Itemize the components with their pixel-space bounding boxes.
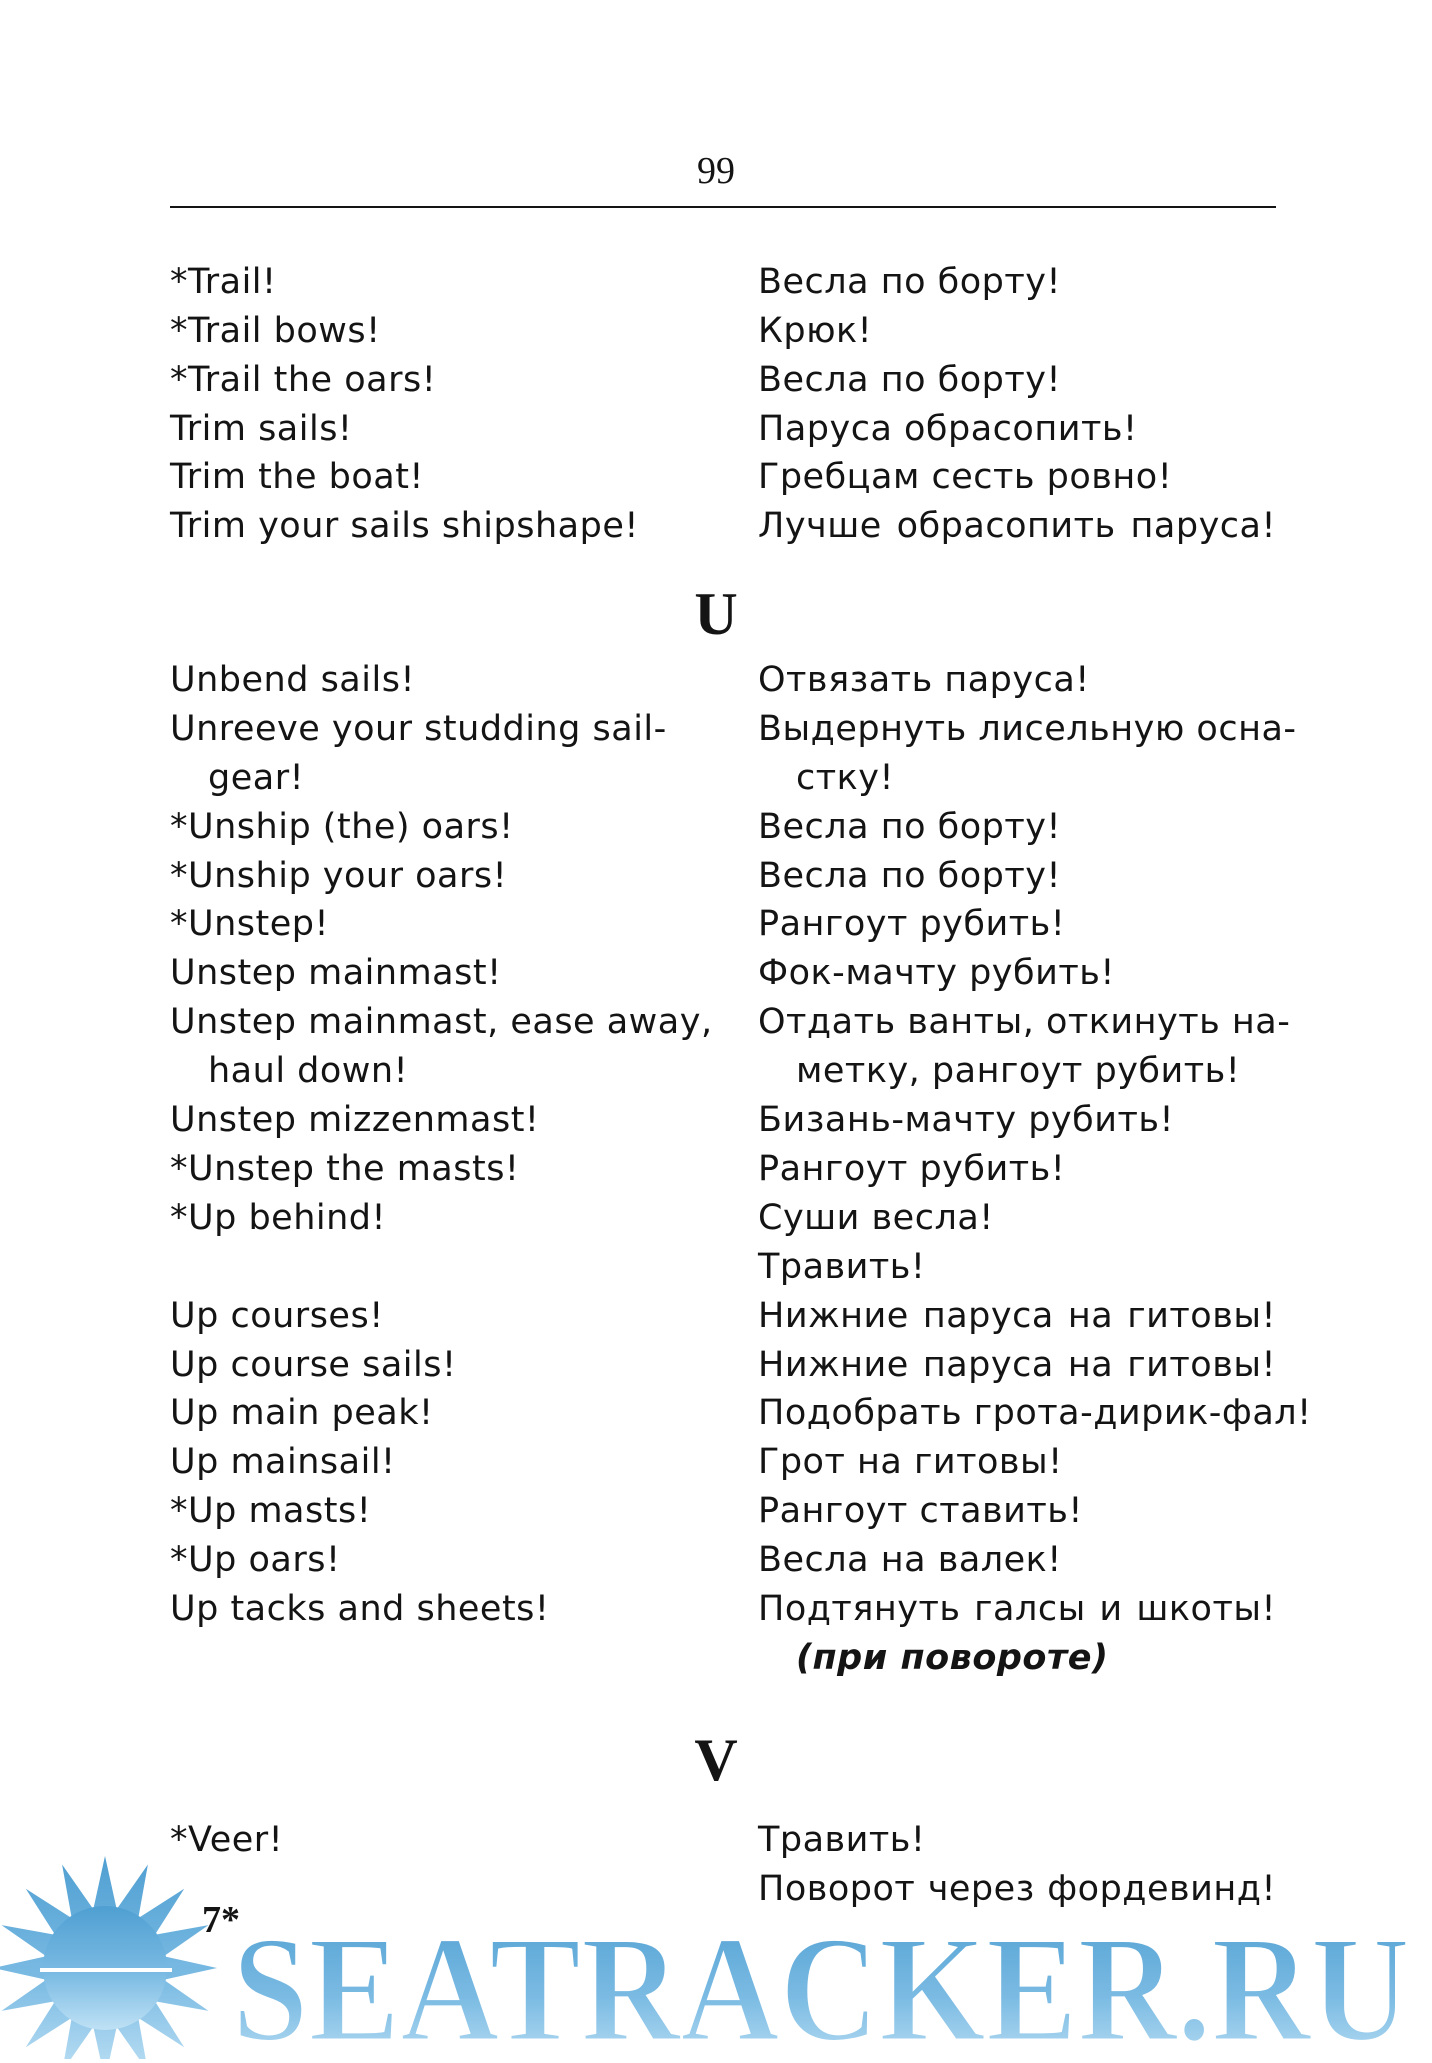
sun-icon [0,1856,217,2059]
entry-ru: Бизань-мачту рубить! [758,1100,1175,1140]
entry-en: Unstep mainmast! [170,953,502,993]
entry-ru: Суши весла! [758,1198,994,1238]
entry-ru: Травить! [758,1820,926,1860]
entry-en: *Unstep! [170,904,330,944]
entry-ru: метку, рангоут рубить! [796,1051,1241,1091]
entry-en: Unstep mainmast, ease away, [170,1002,713,1042]
entry-en: Up main peak! [170,1393,434,1433]
header-rule [170,206,1276,208]
entry-ru: Паруса обрасопить! [758,409,1138,449]
entry-en: *Unship (the) oars! [170,807,514,847]
entry-en: haul down! [208,1051,409,1091]
entry-ru: Травить! [758,1247,926,1287]
entry-ru: Подтянуть галсы и шкоты! [758,1589,1276,1629]
entry-en: gear! [208,758,305,798]
entry-en: *Trail! [170,262,277,302]
footer-mark: 7* [202,1899,240,1941]
entry-en: *Up oars! [170,1540,341,1580]
entry-ru: Весла на валек! [758,1540,1062,1580]
entry-ru: Весла по борту! [758,262,1062,302]
section-letter-u: U [694,581,738,647]
entry-en: Trim sails! [170,409,353,449]
entry-ru: Подобрать грота-дирик-фал! [758,1393,1312,1433]
entry-ru: стку! [796,758,895,798]
entry-ru: Грот на гитовы! [758,1442,1063,1482]
entry-ru: Нижние паруса на гитовы! [758,1296,1276,1336]
entry-ru: Фок-мачту рубить! [758,953,1115,993]
entry-en: *Trail bows! [170,311,381,351]
entry-ru: Весла по борту! [758,856,1062,896]
watermark-text: SEATRACKER.RU [232,1905,1410,2059]
entry-en: Unbend sails! [170,660,415,700]
entry-en: Unreeve your studding sail- [170,709,667,749]
watermark-graphic [0,1850,1432,2059]
entry-ru: Рангоут ставить! [758,1491,1083,1531]
entry-ru: Поворот через фордевинд! [758,1869,1276,1909]
page-number: 99 [697,150,735,192]
entry-en: *Up behind! [170,1198,387,1238]
entry-en: *Trail the oars! [170,360,437,400]
entry-ru: Отдать ванты, откинуть на- [758,1002,1291,1042]
entry-ru: Весла по борту! [758,807,1062,847]
entry-ru-note: (при повороте) [796,1638,1109,1678]
entry-en: Up course sails! [170,1345,457,1385]
entry-en: *Veer! [170,1820,284,1860]
entry-ru: Гребцам сесть ровно! [758,457,1173,497]
entry-en: Trim the boat! [170,457,424,497]
entry-ru: Нижние паруса на гитовы! [758,1345,1276,1385]
entry-ru: Весла по борту! [758,360,1062,400]
entry-en: Up tacks and sheets! [170,1589,550,1629]
entry-ru: Лучше обрасопить паруса! [758,506,1276,546]
section-letter-v: V [694,1727,738,1793]
entry-ru: Крюк! [758,311,873,351]
entry-en: *Up masts! [170,1491,372,1531]
watermark [0,1850,1432,2059]
entry-ru: Выдернуть лисельную осна- [758,709,1297,749]
entry-en: Up courses! [170,1296,384,1336]
entry-ru: Отвязать паруса! [758,660,1090,700]
entry-en: *Unstep the masts! [170,1149,520,1189]
entry-en: *Unship your oars! [170,856,508,896]
entry-en: Unstep mizzenmast! [170,1100,540,1140]
entry-ru: Рангоут рубить! [758,1149,1066,1189]
entry-en: Trim your sails shipshape! [170,506,639,546]
entry-ru: Рангоут рубить! [758,904,1066,944]
entry-en: Up mainsail! [170,1442,396,1482]
